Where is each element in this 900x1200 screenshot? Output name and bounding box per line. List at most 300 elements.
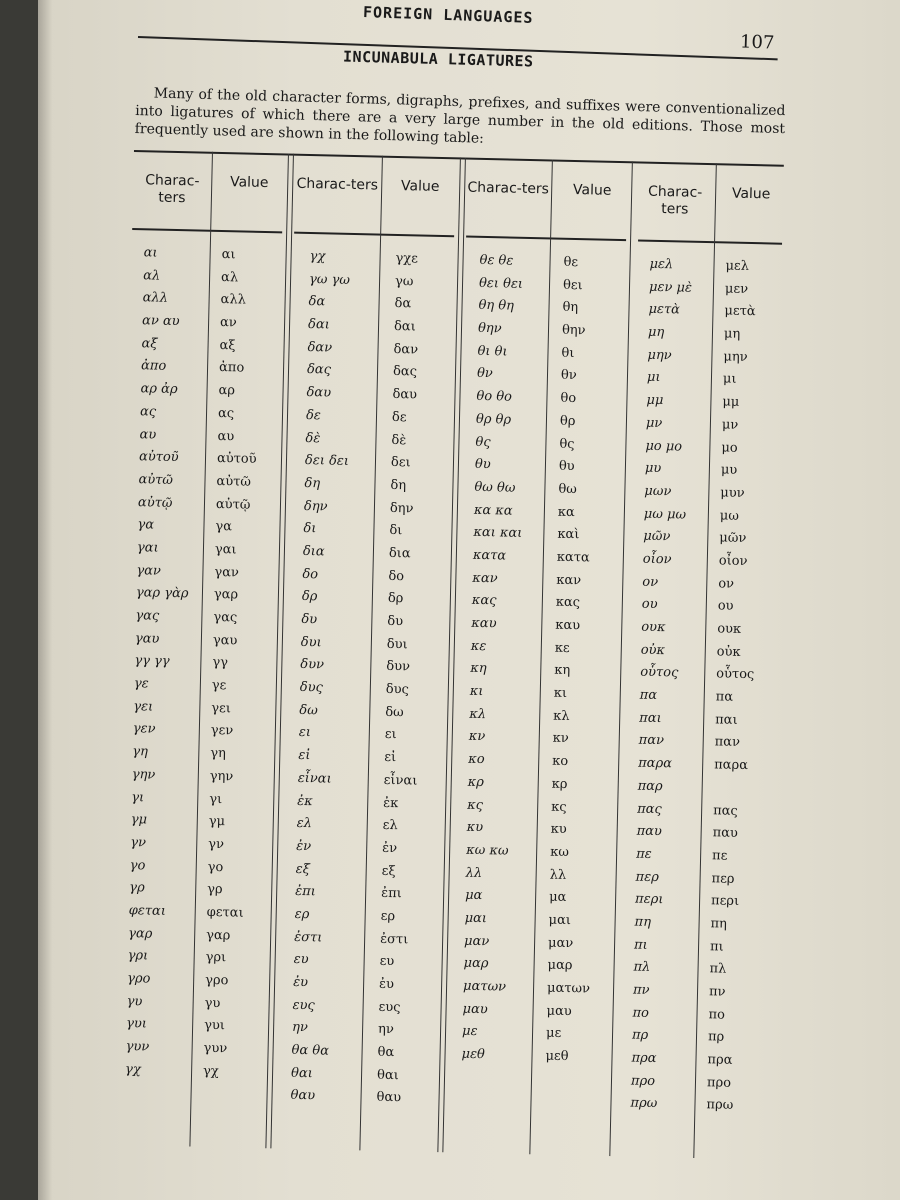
ligature-cell: δια xyxy=(302,543,325,560)
value-cell: κας xyxy=(555,595,581,611)
ligature-cell: μῶν xyxy=(643,528,671,545)
value-cell: θα xyxy=(377,1044,395,1061)
value-cell: δὲ xyxy=(391,432,407,448)
ligature-cell: θει θει xyxy=(478,275,524,292)
value-cell: γγ xyxy=(212,655,229,671)
ligature-cell: ερ xyxy=(294,906,310,923)
ligature-cell: γει xyxy=(133,698,154,715)
ligature-cell: θς xyxy=(475,434,491,450)
value-cell: οὐκ xyxy=(716,644,741,660)
value-cell: μμ xyxy=(722,394,740,410)
ligature-cell: ην xyxy=(291,1020,308,1036)
value-cell: κς xyxy=(551,799,567,815)
value-cell: πα xyxy=(715,689,734,705)
value-cell: μυ xyxy=(720,462,738,478)
ligature-cell: θη θη xyxy=(478,298,515,315)
ligature-cell: κλ xyxy=(469,706,487,722)
ligature-cell: γαν xyxy=(136,562,162,579)
value-cell: περι xyxy=(710,893,740,910)
ligature-cell: παρ xyxy=(637,778,663,794)
ligature-cell: θυ xyxy=(474,457,491,473)
ligature-cell: γω γω xyxy=(308,271,351,288)
value-cell: δυς xyxy=(385,681,410,698)
value-cell: προ xyxy=(706,1074,732,1091)
value-cell: ἐκ xyxy=(383,795,399,811)
ligature-cell: θι θι xyxy=(477,343,508,360)
ligature-cell: θρ θρ xyxy=(475,411,512,428)
value-cell: πρω xyxy=(706,1097,734,1114)
value-cell: παι xyxy=(715,712,738,728)
ligature-cell: λλ xyxy=(465,865,483,881)
value-cell: γει xyxy=(211,700,232,717)
value-cell: ἐν xyxy=(382,840,398,857)
value-cell: δο xyxy=(388,568,405,584)
ligature-cell: κς xyxy=(467,797,484,813)
ligature-cell: ουκ xyxy=(641,619,666,636)
value-cell: μω xyxy=(719,507,740,524)
ligature-cell: περ xyxy=(635,869,659,885)
value-cell: αυ xyxy=(217,428,235,444)
value-cell: αρ xyxy=(218,383,236,399)
ligature-cell: πε xyxy=(635,846,652,862)
ligature-cell: εἰ xyxy=(298,748,311,764)
value-cell: μελ xyxy=(725,258,750,274)
value-cell: θο xyxy=(560,390,577,407)
value-cell: πι xyxy=(709,938,724,955)
value-cell: θαι xyxy=(376,1067,399,1083)
value-cell: ερ xyxy=(380,908,396,925)
value-cell: δυ xyxy=(387,613,404,630)
value-cell: γρι xyxy=(205,950,227,966)
ligature-cell: κι xyxy=(469,683,484,700)
value-cell: κι xyxy=(553,685,568,702)
ligature-cell: γυι xyxy=(126,1016,148,1032)
ligature-cell: αι xyxy=(143,245,158,261)
ligature-cell: μμ xyxy=(646,392,664,409)
ligature-cell: δαυ xyxy=(306,385,332,401)
header-characters: Charac-ters xyxy=(296,175,379,194)
ligature-cell: πας xyxy=(637,801,662,817)
ligature-cell: παυ xyxy=(636,823,663,840)
value-cell: κα xyxy=(557,504,575,520)
ligature-cell: γυ xyxy=(126,993,143,1010)
value-cell: δυν xyxy=(386,659,411,675)
ligature-cell: ου xyxy=(641,596,658,613)
ligature-cell: πλ xyxy=(633,959,651,976)
value-cell: αι xyxy=(221,247,236,263)
ligature-cell: ας xyxy=(139,404,157,420)
ligature-cell: αυ xyxy=(139,426,157,443)
running-head: FOREIGN LANGUAGES xyxy=(362,3,534,27)
value-cell: δει xyxy=(390,455,411,471)
value-cell: αλ xyxy=(220,269,239,286)
value-cell: γυι xyxy=(203,1018,226,1034)
ligature-cell: θν xyxy=(476,366,493,382)
value-cell: θυ xyxy=(558,458,575,475)
ligature-cell: πν xyxy=(632,982,650,998)
value-cell: γεν xyxy=(210,723,234,739)
ligature-cell: ἐστι xyxy=(294,929,323,946)
value-cell: δας xyxy=(392,364,418,380)
value-cell: μετὰ xyxy=(724,303,756,320)
value-cell: γαι xyxy=(214,541,237,558)
value-cell: κατα xyxy=(556,549,590,566)
header-value: Value xyxy=(731,185,771,203)
ligature-cell: ευ xyxy=(293,952,309,968)
value-cell: κυ xyxy=(550,821,567,838)
value-column xyxy=(203,244,262,1084)
group-divider xyxy=(437,157,466,1152)
value-cell: γρ xyxy=(207,882,223,898)
ligature-cell: μαι xyxy=(464,910,488,927)
ligature-cell: θαι xyxy=(290,1065,313,1082)
ligature-cell: μη xyxy=(647,324,665,341)
value-cell: παυ xyxy=(712,825,739,842)
value-cell: εξ xyxy=(381,863,396,879)
ligature-cell: ει xyxy=(298,725,312,741)
ligature-cell: προ xyxy=(630,1073,656,1089)
ligature-cell: δει δει xyxy=(304,453,350,470)
ligature-cell: αν αυ xyxy=(141,313,180,330)
value-cell: ευς xyxy=(378,999,401,1015)
ligature-cell: ἐκ xyxy=(297,793,313,809)
value-cell: μῶν xyxy=(719,530,747,547)
value-cell: αὐτῶ xyxy=(216,473,252,490)
value-cell: περ xyxy=(711,870,735,887)
value-cell: κω xyxy=(550,844,570,860)
header-rule-group-3 xyxy=(466,236,626,241)
value-cell: θρ xyxy=(559,413,576,429)
group-divider xyxy=(609,161,633,1156)
ligature-cell: δο xyxy=(302,566,319,582)
value-cell: γας xyxy=(213,609,238,626)
value-cell: θω xyxy=(558,481,578,498)
ligature-cell: μεν μὲ xyxy=(648,279,693,296)
characters-column xyxy=(461,250,528,1068)
ligature-cell: γρι xyxy=(127,948,149,964)
ligature-cell: θην xyxy=(477,320,502,337)
ligature-cell: εἶναι xyxy=(297,770,332,787)
ligature-cell: γι xyxy=(131,789,145,805)
ligature-cell: και και xyxy=(473,525,523,542)
value-cell: θαυ xyxy=(376,1090,402,1106)
ligature-cell: παν xyxy=(638,733,665,749)
ligature-cell: δα xyxy=(308,294,326,310)
ligature-cell: φεται xyxy=(128,903,167,919)
ligature-cell: μαυ xyxy=(462,1001,488,1017)
group-divider xyxy=(265,153,294,1148)
ligature-cell: θαυ xyxy=(290,1088,316,1104)
ligature-cell: μν xyxy=(645,415,663,431)
ligature-cell: κω κω xyxy=(466,842,509,859)
ligature-cell: δυι xyxy=(300,634,322,651)
value-cell: εἶναι xyxy=(383,772,418,789)
value-cell: γαν xyxy=(214,564,240,581)
value-cell: ἐυ xyxy=(378,976,395,993)
ligature-cell: αὐτῷ xyxy=(137,494,173,511)
value-cell: πρ xyxy=(707,1029,725,1045)
value-cell: πν xyxy=(708,984,726,1000)
value-cell: ον xyxy=(718,575,735,592)
value-cell: μι xyxy=(722,371,737,388)
value-cell: γαρ xyxy=(206,927,231,944)
value-cell: οἶον xyxy=(718,553,748,569)
ligature-cell: δὲ xyxy=(305,430,321,446)
ligature-cell: παι xyxy=(639,710,662,726)
ligature-cell: εξ xyxy=(295,861,311,877)
ligature-cell: περι xyxy=(634,891,664,908)
ligature-cell: γας xyxy=(135,608,160,624)
ligature-cell: ἀπο xyxy=(140,358,167,375)
ligature-cell: γαρ γὰρ xyxy=(135,585,189,602)
ligature-cell: ελ xyxy=(296,816,313,832)
value-cell: γχ xyxy=(202,1063,219,1079)
ligature-cell: δαι xyxy=(307,317,330,333)
ligature-cell: δην xyxy=(303,498,328,515)
value-cell: κε xyxy=(554,640,570,656)
ligature-cell: κατα xyxy=(472,547,507,564)
value-cell: κη xyxy=(554,663,571,679)
value-cell: κο xyxy=(552,753,569,770)
value-cell: θε xyxy=(563,254,579,271)
ligature-cell: κρ xyxy=(467,774,485,790)
value-cell: ουκ xyxy=(717,621,742,637)
characters-column xyxy=(630,254,692,1117)
ligature-cell: μυ xyxy=(644,460,662,477)
intro-paragraph: Many of the old character forms, digraphs, prefixes, and suffixes were conventionalized into ligatures of which there are a very large number in the old editions. Those most frequently used are shown in the following table: xyxy=(134,85,786,147)
ligature-cell: καυ xyxy=(471,615,497,632)
value-cell: γυν xyxy=(203,1040,228,1057)
ligature-cell: κε xyxy=(470,638,487,654)
ligature-cell: πη xyxy=(634,914,652,930)
value-cell: μαρ xyxy=(547,957,573,974)
value-cell: δι xyxy=(389,523,403,539)
ligature-cell: καν xyxy=(472,570,498,586)
value-cell: θην xyxy=(561,322,586,339)
ligature-cell: μι xyxy=(646,370,661,386)
value-cell: πε xyxy=(711,848,728,864)
value-column xyxy=(545,252,606,1070)
value-cell: ει xyxy=(384,727,397,743)
value-cell: δαυ xyxy=(392,387,418,403)
ligature-cell: ον xyxy=(642,574,659,590)
value-cell: ην xyxy=(377,1022,394,1038)
value-cell: γα xyxy=(215,519,233,535)
value-cell: καν xyxy=(556,572,582,588)
ligature-cell: αξ xyxy=(141,335,158,352)
value-cell: λλ xyxy=(549,867,567,883)
value-cell: θς xyxy=(559,436,575,452)
value-cell: παν xyxy=(714,734,741,751)
value-cell: μαν xyxy=(547,935,574,951)
ligature-cell: οὗτος xyxy=(640,664,679,681)
value-cell: καυ xyxy=(555,617,581,634)
ligature-cell: μων xyxy=(644,483,672,500)
value-cell: μαυ xyxy=(546,1003,572,1019)
value-cell: δη xyxy=(390,477,407,494)
ligature-cell: αλλ xyxy=(142,290,169,307)
ligature-cell: γαρ xyxy=(128,925,153,942)
ligature-cell: γρο xyxy=(127,971,151,987)
ligature-cell: πι xyxy=(633,937,648,953)
ligature-cell: παρα xyxy=(638,755,673,772)
value-cell: μα xyxy=(548,889,567,906)
value-cell: θν xyxy=(560,368,577,384)
value-cell: γι xyxy=(209,791,223,807)
value-cell: δην xyxy=(389,500,414,516)
ligature-cell: μελ xyxy=(649,256,674,273)
page-number: 107 xyxy=(739,31,775,54)
ligature-cell: αὐτοῦ xyxy=(138,449,179,466)
ligature-cell: κα κα xyxy=(473,502,513,519)
value-cell: γω xyxy=(394,273,414,290)
value-cell: μο xyxy=(721,439,738,456)
value-cell: πη xyxy=(710,916,728,932)
value-cell: δαι xyxy=(393,319,416,335)
characters-column xyxy=(125,242,197,1082)
ligature-cell: κν xyxy=(468,729,486,745)
value-column xyxy=(706,255,764,1118)
value-cell: δα xyxy=(394,296,412,312)
header-value: Value xyxy=(400,178,440,195)
ligature-cell: θε θε xyxy=(479,252,514,269)
value-cell: γην xyxy=(209,768,234,785)
ligature-cell: μην xyxy=(647,347,672,363)
value-column xyxy=(376,248,429,1111)
ligature-cell: γαυ xyxy=(134,630,160,647)
value-cell: δρ xyxy=(387,591,404,607)
ligature-cell: πα xyxy=(639,687,658,704)
value-cell: δια xyxy=(388,545,411,562)
ligature-cell: γεν xyxy=(132,721,156,738)
value-cell: μεν xyxy=(724,281,749,297)
ligature-cell: με xyxy=(461,1024,478,1040)
ligature-cell: δυ xyxy=(301,611,318,628)
value-cell: αὐτῷ xyxy=(215,496,251,513)
value-cell: πας xyxy=(712,802,738,819)
value-cell: θι xyxy=(561,345,575,361)
ligature-cell: κο xyxy=(468,751,485,768)
ligature-cell: κας xyxy=(471,593,497,609)
ligature-cell: μα xyxy=(465,887,483,904)
ligature-cell: αὐτῶ xyxy=(138,472,174,488)
value-cell: κλ xyxy=(553,708,570,724)
ligature-cell: δω xyxy=(299,702,318,719)
ligature-cell: ευς xyxy=(292,997,315,1014)
ligature-cell: ἐπι xyxy=(295,884,317,900)
ligature-cell: γν xyxy=(130,834,147,851)
ligature-cell: αρ ἀρ xyxy=(140,381,178,398)
ligature-cell: οἶον xyxy=(642,551,672,568)
ligature-cell: δυν xyxy=(300,657,325,673)
header-value: Value xyxy=(572,181,612,199)
value-cell: δαν xyxy=(393,341,419,358)
ligature-cell: γε xyxy=(133,676,149,692)
value-cell: γε xyxy=(211,677,227,694)
ligature-cell: γαι xyxy=(136,540,159,556)
ligature-cell: πρα xyxy=(631,1050,657,1067)
value-cell: μην xyxy=(723,349,748,365)
value-cell: ἐπι xyxy=(381,886,402,902)
ligature-cell: γυν xyxy=(125,1039,150,1055)
value-cell: καὶ xyxy=(557,526,580,543)
ligature-cell: μαν xyxy=(463,933,490,949)
value-cell: μαι xyxy=(548,912,572,929)
ligature-cell: δε xyxy=(305,407,322,424)
ligature-cell: αλ xyxy=(142,267,161,284)
value-cell: κρ xyxy=(551,776,568,792)
value-cell: μυν xyxy=(720,485,745,501)
ligature-cell: πο xyxy=(632,1005,650,1021)
ligature-cell: γο xyxy=(129,857,146,874)
value-cell xyxy=(713,777,752,801)
ligature-cell: μαρ xyxy=(463,956,489,972)
value-cell: ἀπο xyxy=(218,360,245,376)
page-spine-shadow xyxy=(38,0,52,1200)
value-cell: γρο xyxy=(205,972,229,989)
ligature-cell: μο μο xyxy=(645,438,683,455)
ligature-cell: δυς xyxy=(299,679,324,696)
ligature-cell: μετὰ xyxy=(648,302,681,318)
ligature-cell: δρ xyxy=(301,589,318,605)
value-cell: αξ xyxy=(219,337,236,354)
value-cell: θη xyxy=(562,300,579,316)
value-cell: ου xyxy=(717,598,734,615)
value-cell: δυι xyxy=(386,636,408,653)
value-cell: γμ xyxy=(208,814,226,830)
value-cell: δε xyxy=(391,409,407,426)
value-cell: οὗτος xyxy=(716,666,755,683)
header-rule-group-4 xyxy=(638,239,782,244)
value-cell: αλλ xyxy=(220,292,247,308)
ligature-cell: γη xyxy=(132,744,149,760)
header-characters: Charac-ters xyxy=(647,183,703,218)
value-cell: με xyxy=(545,1025,562,1042)
ligature-cell: θα θα xyxy=(291,1042,330,1059)
ligature-cell: γχ xyxy=(124,1061,141,1078)
ligature-cell: θω θω xyxy=(474,479,516,496)
header-value: Value xyxy=(229,174,269,192)
value-cell: δω xyxy=(385,704,404,721)
value-cell: εἰ xyxy=(384,749,397,766)
value-cell: ἐστι xyxy=(379,931,409,948)
ligature-cell: δη xyxy=(304,475,321,492)
ligature-cell: γρ xyxy=(129,880,145,896)
ligature-cell: ἐυ xyxy=(292,974,309,991)
value-cell: κν xyxy=(552,731,569,747)
ligature-cell: κυ xyxy=(466,819,484,836)
ligature-cell: θο θο xyxy=(476,388,513,405)
value-cell: γαυ xyxy=(212,632,238,649)
value-cell: αν xyxy=(219,315,237,331)
value-cell: φεται xyxy=(206,904,244,921)
ligature-cell: γγ γγ xyxy=(134,653,170,670)
value-cell: αὐτοῦ xyxy=(216,451,257,468)
book-page xyxy=(38,0,900,1200)
header-characters: Charac-ters xyxy=(144,172,200,207)
value-cell: μεθ xyxy=(545,1048,569,1065)
ligature-cell: γα xyxy=(137,517,155,533)
value-cell: θει xyxy=(562,277,583,293)
ligature-cell: πρω xyxy=(630,1095,658,1112)
value-cell: γν xyxy=(208,836,225,853)
ligature-cell: δας xyxy=(306,362,332,378)
value-cell: γη xyxy=(210,746,227,762)
value-cell: ελ xyxy=(382,818,398,834)
value-cell: γο xyxy=(207,859,224,875)
header-rule-group-2 xyxy=(294,232,454,237)
ligature-cell: μεθ xyxy=(461,1046,485,1063)
